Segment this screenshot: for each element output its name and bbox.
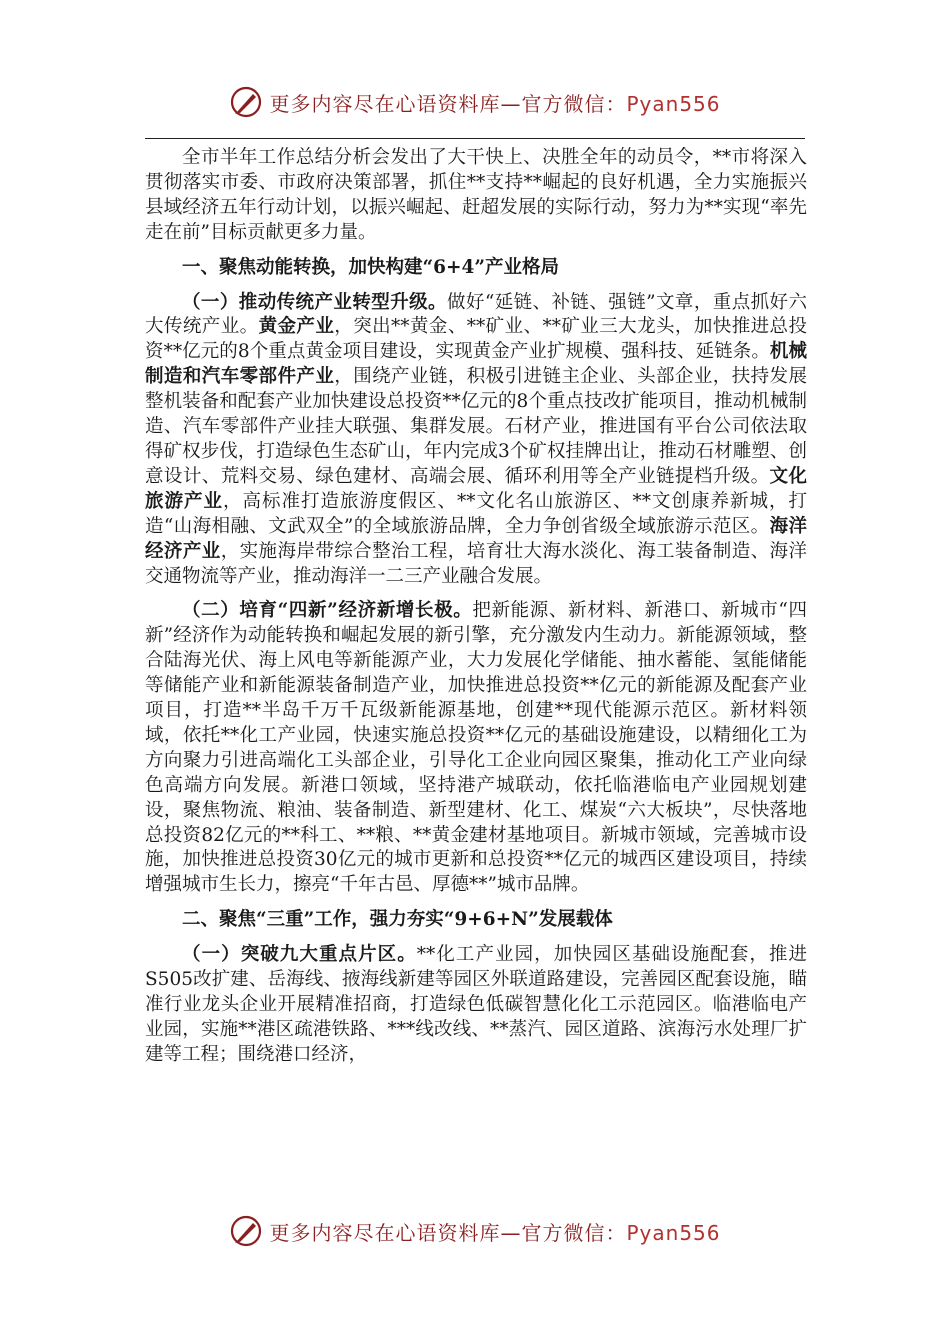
paragraph-four-new: （二）培育“四新”经济新增长极。把新能源、新材料、新港口、新城市“四新”经济作为动能转换和崛起发展的新引擎，充分激发内生动力。新能源领域，整合陆海光伏、海上风电等新能源产业，大力发展化学储能、抽水蓄能、氢能储能等储能产业和新能源装备制造产业，加快推进总投资**亿元的新能源及配套产业项目，打造**半岛千万千瓦级新能源基地，创建**现代能源示范区。新材料领域，依托**化工产业园，快速实施总投资**亿元的基础设施建设，以精细化工为方向聚力引进高端化工头部企业，引导化工企业向园区聚集，推动化工产业向绿色高端方向发展。新港口领域，坚持港产城联动，依托临港临电产业园规划建设，聚焦物流、粮油、装备制造、新型建材、化工、煤炭“六大板块”，尽快落地总投资82亿元的**科工、**粮、**黄金建材基地项目。新城市领域，完善城市设施，加快推进总投资30亿元的城市更新和总投资**亿元的城西区建设项目，持续增强城市生长力，擦亮“千年古邑、厚德**”城市品牌。 — [145, 600, 807, 896]
sub-heading-1-1: （一）推动传统产业转型升级。 — [182, 291, 447, 313]
section-heading-2: 二、聚焦“三重”工作，强力夯实“9+6+N”发展载体 — [182, 909, 613, 931]
intro-paragraph: 全市半年工作总结分析会发出了大干快上、决胜全年的动员令，**市将深入贯彻落实市委、市政府决策部署，抓住**支持**崛起的良好机遇，全力实施振兴县域经济五年行动计划，以振兴崛起、赶超发展的实际行动，努力为**实现“率先走在前”目标贡献更多力量。 — [145, 147, 807, 243]
footer-banner — [0, 1211, 950, 1251]
wechat-id: Pyan556 — [626, 91, 721, 116]
section-heading-1: 一、聚焦动能转换，加快构建“6+4”产业格局 — [182, 256, 560, 278]
banner-text: 更多内容尽在心语资料库—官方微信：Pyan556 — [269, 1220, 721, 1245]
banner-text: 更多内容尽在心语资料库—官方微信：Pyan556 — [269, 91, 721, 116]
wechat-id: Pyan556 — [626, 1220, 721, 1245]
pen-logo-icon — [229, 1214, 263, 1248]
paragraph-traditional-industries: （一）推动传统产业转型升级。做好“延链、补链、强链”文章，重点抓好六大传统产业。黄金产业，突出**黄金、**矿业、**矿业三大龙头，加快推进总投资**亿元的8个重点黄金项目建设，实现黄金产业扩规模、强科技、延链条。机械制造和汽车零部件产业，围绕产业链，积极引进链主企业、头部企业，扶持发展整机装备和配套产业加快建设总投资**亿元的8个重点技改扩能项目，推动机械制造、汽车零部件产业挂大联强、集群发展。石材产业，推进国有平台公司依法取得矿权步伐，打造绿色生态矿山，年内完成3个矿权挂牌出让，推动石材雕塑、创意设计、荒料交易、绿色建材、高端会展、循环利用等全产业链提档升级。文化旅游产业，高标准打造旅游度假区、**文化名山旅游区、**文创康养新城，打造“山海相融、文武双全”的全域旅游品牌，全力争创省级全域旅游示范区。海洋经济产业，实施海岸带综合整治工程，培育壮大海水淡化、海工装备制造、海洋交通物流等产业，推动海洋一二三产业融合发展。 — [145, 291, 807, 587]
pen-logo-icon — [229, 85, 263, 119]
sub-heading-1-2: （二）培育“四新”经济新增长极。 — [182, 600, 473, 622]
sub-heading-2-1: （一）突破九大重点片区。 — [182, 944, 417, 966]
paragraph-key-zones: （一）突破九大重点片区。**化工产业园，加快园区基础设施配套，推进S505改扩建、岳海线、掖海线新建等园区外联道路建设，完善园区配套设施，瞄准行业龙头企业开展精准招商，打造绿色低碳智慧化化工示范园区。临港临电产业园，实施**港区疏港铁路、***线改线、**蒸汽、园区道路、滨海污水处理厂扩建等工程；围绕港口经济， — [145, 944, 807, 1065]
header-banner — [0, 82, 950, 122]
header-rule — [145, 138, 805, 139]
document-body — [145, 146, 807, 1068]
